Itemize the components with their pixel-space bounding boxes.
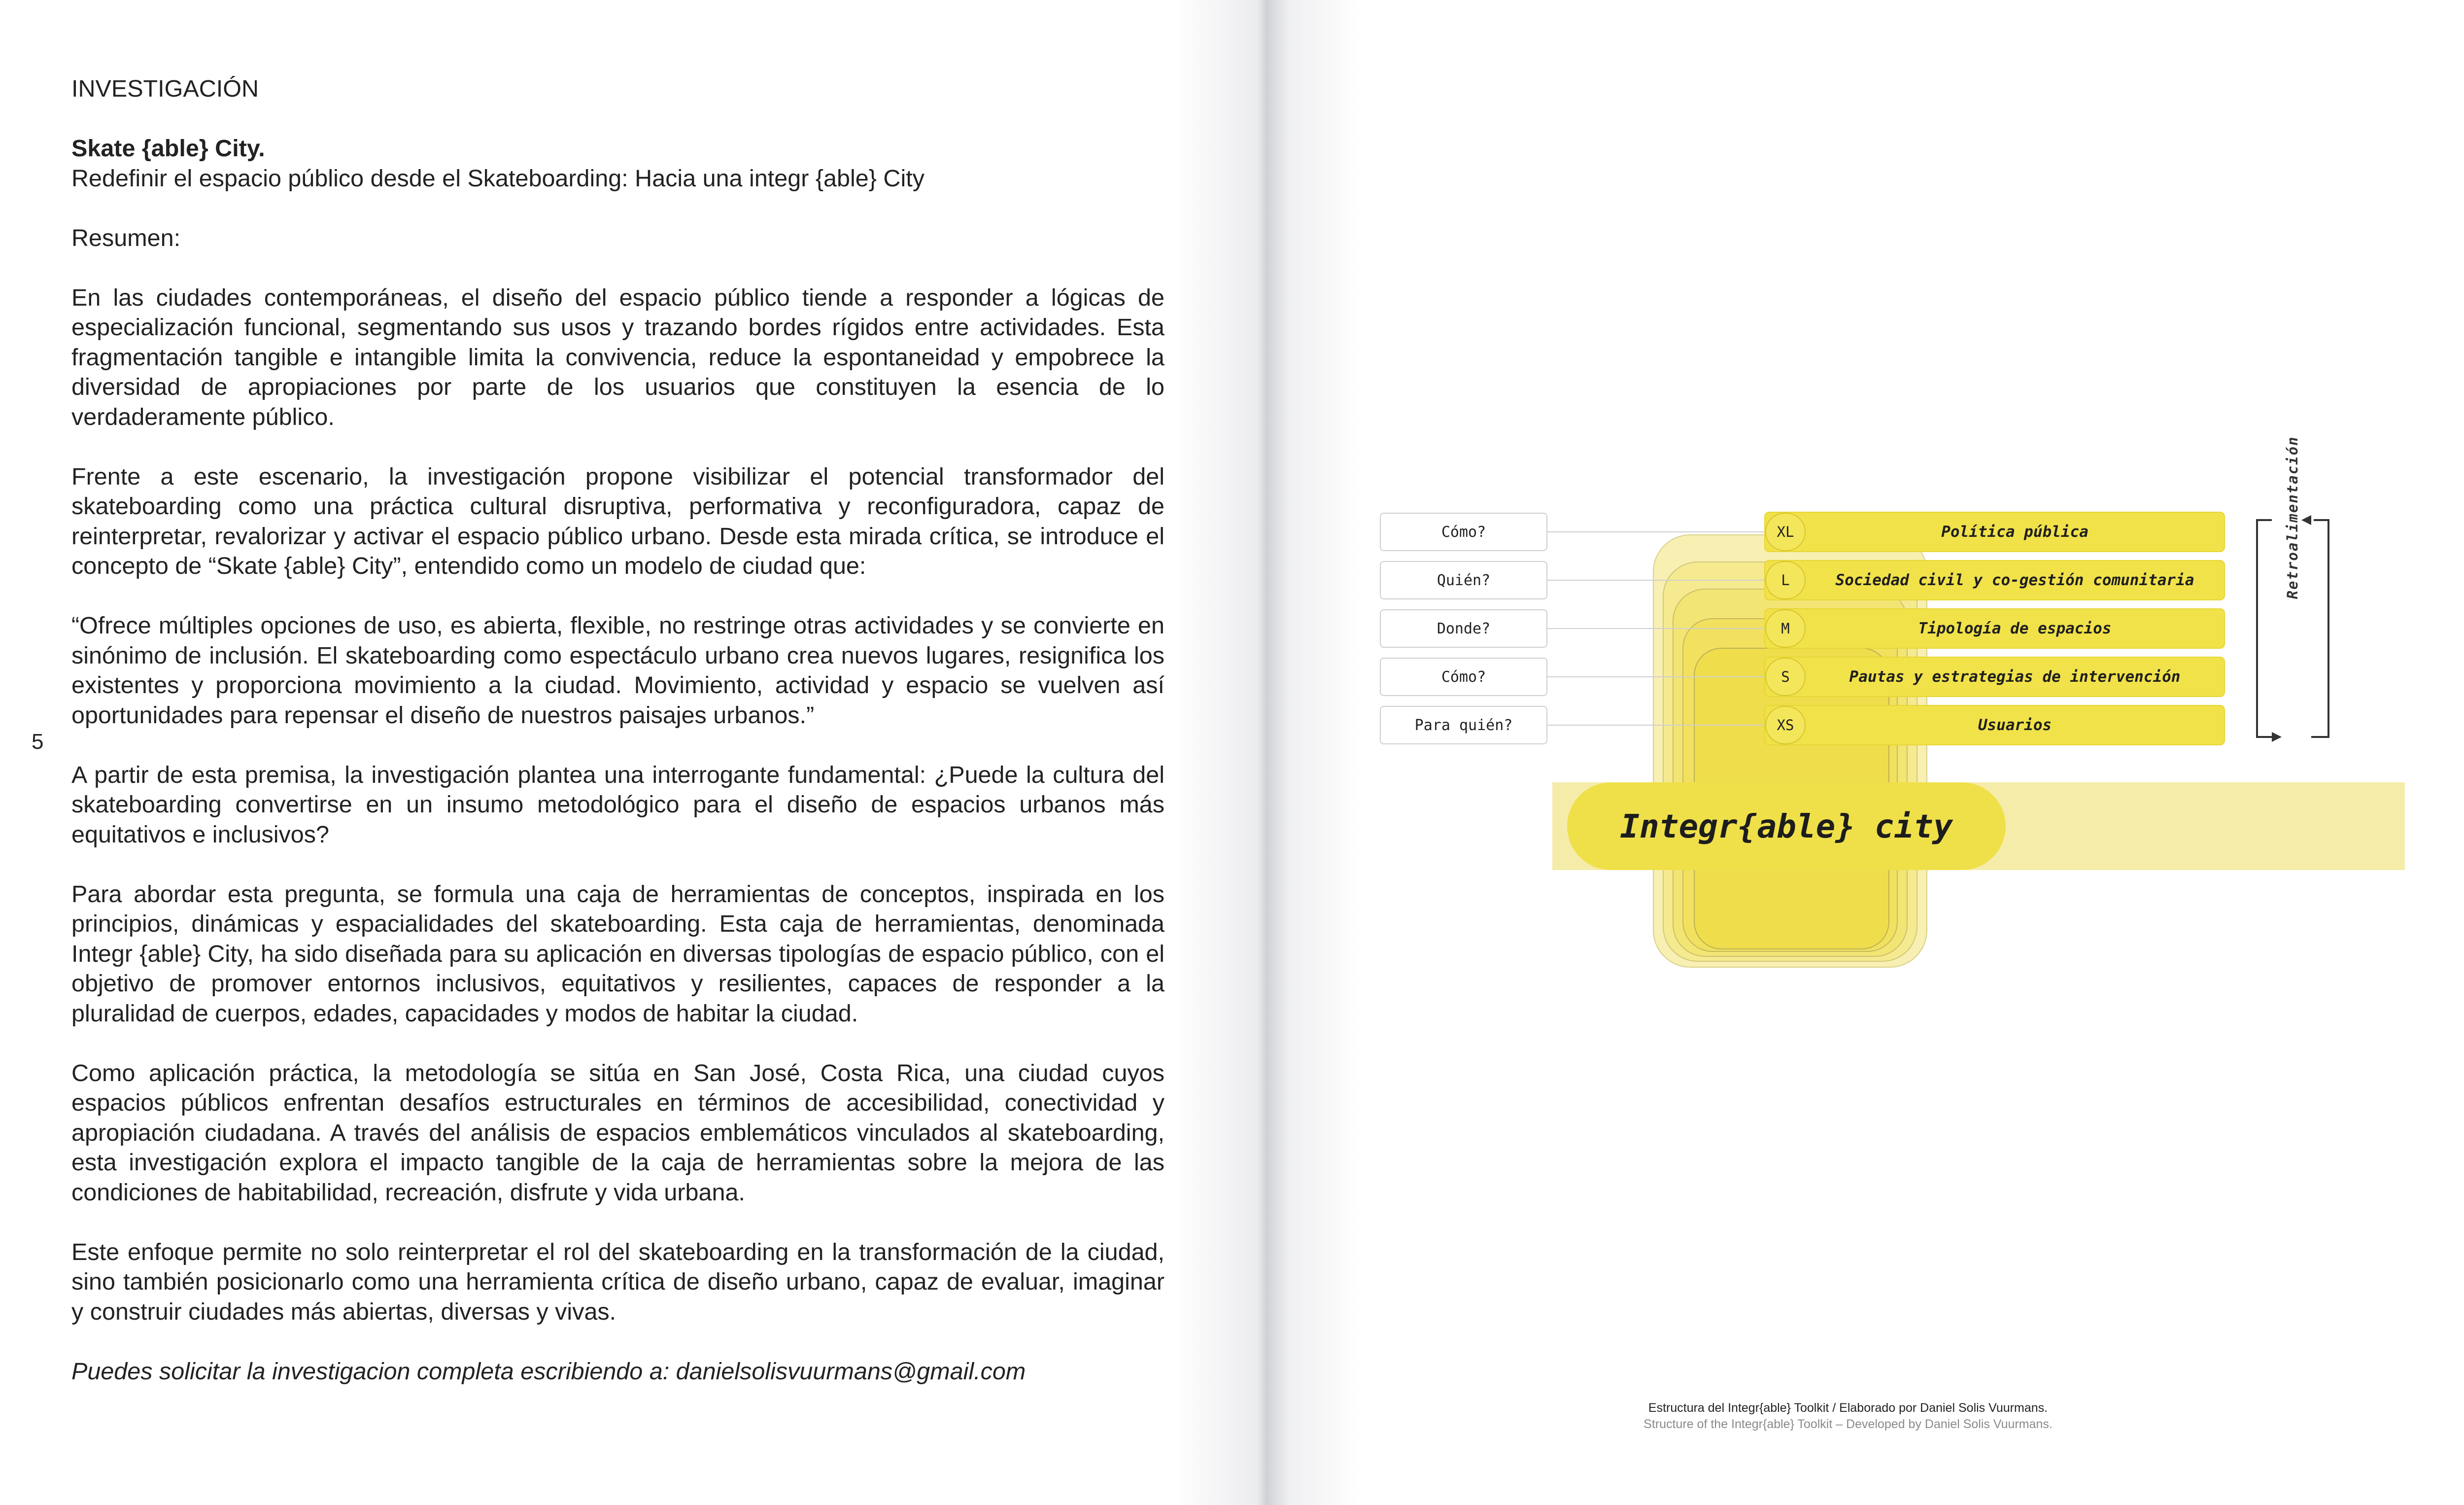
level-bar <box>1764 657 2225 697</box>
arrow-icon <box>2272 732 2282 742</box>
paragraph: Frente a este escenario, la investigación propone visibilizar el potencial transformador del skateboarding como una práctica cultural disruptiva, performativa y reconfiguradora, capaz de reinterpretar, revalorizar y activar el espacio público urbano. Desde esta mirada crítica, se introduce el concepto de “Skate {able} City”, entendido como un modelo de ciudad que: <box>71 463 1164 579</box>
page-number-left: 5 <box>32 730 44 754</box>
paragraph: Para abordar esta pregunta, se formula una caja de herramientas de conceptos, inspirada en los principios, dinámicas y espacialidades del skateboarding. Esta caja de herramientas, denominada Integr {able} City, ha sido diseñada para su aplicación en diversas tipologías de espacio público, con el objetivo de promover entornos inclusivos, equitativos y resilientes, capaces de responder a la pluralidad de cuerpos, edades, capacidades y modos de habitar la ciudad. <box>71 880 1164 1027</box>
question-box: Cómo? <box>1380 658 1547 696</box>
level-bar <box>1764 705 2225 745</box>
level-size-badge: L <box>1765 561 1806 599</box>
article-body <box>71 74 1164 1386</box>
center-label: Integr{able} city <box>1567 782 2006 870</box>
quote-paragraph: “Ofrece múltiples opciones de uso, es abierta, flexible, no restringe otras actividades y se convierte en sinónimo de inclusión. El skateboarding como espectáculo urbano crea nuevos lugares, resignifica los existentes y proporciona movimiento a la ciudad. Movimiento, actividad y espacio se vuelven así oportunidades para repensar el diseño de nuestros paisajes urbanos.” <box>71 612 1164 729</box>
paragraph: Este enfoque permite no solo reinterpretar el rol del skateboarding en la transformación de la ciudad, sino también posicionarlo como una herramienta crítica de diseño urbano, capaz de evaluar, imaginar y construir ciudades más abiertas, diversas y vivas. <box>71 1238 1164 1325</box>
feedback-bracket <box>2311 520 2328 737</box>
level-bar <box>1764 512 2225 552</box>
contact-line: Puedes solicitar la investigacion completa escribiendo a: danielsolisvuurmans@gmail.com <box>71 1358 1026 1385</box>
level-bar <box>1764 560 2225 600</box>
level-label: Usuarios <box>1978 716 2052 734</box>
paragraph: Como aplicación práctica, la metodología se sitúa en San José, Costa Rica, una ciudad cuyos espacios públicos enfrentan desafíos estructurales en términos de accesibilidad, conectividad y apropiación ciudadana. A través del análisis de espacios emblemáticos vinculados al skateboarding, esta investigación explora el impacto tangible de la caja de herramientas sobre la mejora de las condiciones de habitabilidad, recreación, disfrute y vida urbana. <box>71 1059 1164 1206</box>
level-size-badge: S <box>1765 658 1806 696</box>
caption-spanish: Estructura del Integr{able} Toolkit / Elaborado por Daniel Solis Vuurmans. <box>1648 1401 2048 1415</box>
level-bar <box>1764 608 2225 649</box>
feedback-bracket <box>2257 520 2277 737</box>
paragraph: A partir de esta premisa, la investigación plantea una interrogante fundamental: ¿Puede la cultura del skateboarding convertirse en un insumo metodológico para el diseño de espacios urbanos más equitativos e inclusivos? <box>71 761 1164 848</box>
question-box: Cómo? <box>1380 513 1547 551</box>
question-box: Quién? <box>1380 561 1547 599</box>
level-label: Tipología de espacios <box>1918 620 2112 637</box>
level-size-badge: M <box>1765 609 1806 648</box>
feedback-label: Retroalimentación <box>2284 436 2301 599</box>
level-size-badge: XL <box>1765 513 1806 551</box>
section-kicker: INVESTIGACIÓN <box>71 75 259 102</box>
paragraph: En las ciudades contemporáneas, el diseño del espacio público tiende a responder a lógicas de especialización funcional, segmentando sus usos y trazando bordes rígidos entre actividades. Esta fragmentación tangible e intangible limita la convivencia, reduce la espontaneidad y empobrece la diversidad de apropiaciones por parte de los usuarios que constituyen la esencia de lo verdaderamente público. <box>71 284 1164 430</box>
question-box: Para quién? <box>1380 706 1547 744</box>
level-label: Pautas y estrategias de intervención <box>1849 668 2181 686</box>
article-title: Skate {able} City. <box>71 135 265 162</box>
caption-english: Structure of the Integr{able} Toolkit – Developed by Daniel Solis Vuurmans. <box>1643 1417 2053 1431</box>
article-subtitle: Redefinir el espacio público desde el Skateboarding: Hacia una integr {able} City <box>71 165 924 192</box>
level-label: Política pública <box>1941 523 2088 541</box>
figure-caption <box>1478 1400 2218 1433</box>
level-label: Sociedad civil y co-gestión comunitaria <box>1835 571 2194 589</box>
toolkit-diagram <box>1375 436 2420 969</box>
question-box: Donde? <box>1380 609 1547 648</box>
summary-label: Resumen: <box>71 224 181 251</box>
level-size-badge: XS <box>1765 706 1806 744</box>
